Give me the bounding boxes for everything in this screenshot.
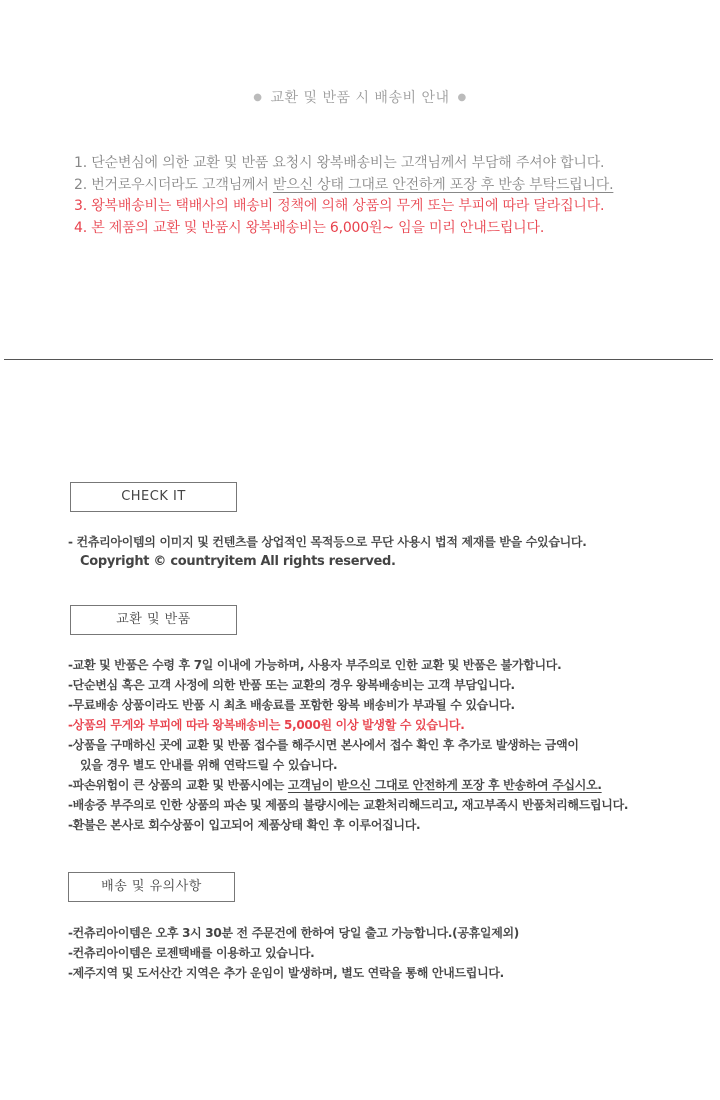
notice-title-text: 교환 및 반품 시 배송비 안내 (270, 90, 450, 106)
bullet-dot-icon: ● (253, 92, 263, 103)
list-item: -환불은 본사로 회수상품이 입고되어 제품상태 확인 후 이루어집니다. (68, 818, 421, 832)
notice-item-4: 4. 본 제품의 교환 및 반품시 왕복배송비는 6,000원~ 임을 미리 안내드립니다. (74, 219, 545, 236)
bullet-dot-icon: ● (457, 92, 467, 103)
exchange-heading: 교환 및 반품 (70, 605, 237, 635)
list-item: -무료배송 상품이라도 반품 시 최초 배송료를 포함한 왕복 배송비가 부과될 수 있습니다. (68, 698, 515, 712)
list-item: -제주지역 및 도서산간 지역은 추가 운임이 발생하며, 별도 연락을 통해 안내드립니다. (68, 966, 504, 980)
shipping-list (68, 923, 519, 983)
list-item: -배송중 부주의로 인한 상품의 파손 및 제품의 불량시에는 교환처리해드리고, 재고부족시 반품처리해드립니다. (68, 798, 629, 812)
notice-list (74, 153, 613, 239)
copyright-line: Copyright © countryitem All rights reserved. (80, 554, 396, 569)
list-item: -상품을 구매하신 곳에 교환 및 반품 접수를 해주시면 본사에서 접수 확인 후 추가로 발생하는 금액이 (68, 738, 579, 752)
notice-item-1: 1. 단순변심에 의한 교환 및 반품 요청시 왕복배송비는 고객님께서 부담해 주셔야 합니다. (74, 155, 605, 171)
check-it-line: - 컨츄리아이템의 이미지 및 컨텐츠를 상업적인 목적등으로 무단 사용시 법적 제재를 받을 수있습니다. (68, 535, 587, 549)
list-item-highlight: -상품의 무게와 부피에 따라 왕복배송비는 5,000원 이상 발생할 수 있습니다. (68, 718, 465, 732)
notice-item-3: 3. 왕복배송비는 택배사의 배송비 정책에 의해 상품의 무게 또는 부피에 따라 달라집니다. (74, 198, 605, 214)
list-item: -교환 및 반품은 수령 후 7일 이내에 가능하며, 사용자 부주의로 인한 교환 및 반품은 불가합니다. (68, 658, 562, 672)
shipping-heading: 배송 및 유의사항 (68, 872, 235, 902)
list-item: -컨츄리아이템은 로젠택배를 이용하고 있습니다. (68, 946, 315, 960)
list-item: -파손위험이 큰 상품의 교환 및 반품시에는 고객님이 받으신 그대로 안전하게 포장 후 반송하여 주십시오. (68, 778, 602, 792)
list-item: -단순변심 혹은 고객 사정에 의한 반품 또는 교환의 경우 왕복배송비는 고객 부담입니다. (68, 678, 515, 692)
section-divider (4, 359, 713, 360)
notice-item-2: 2. 번거로우시더라도 고객님께서 받으신 상태 그대로 안전하게 포장 후 반송 부탁드립니다. (74, 176, 614, 193)
notice-title (0, 87, 720, 107)
list-item: -컨츄리아이템은 오후 3시 30분 전 주문건에 한하여 당일 출고 가능합니다.(공휴일제외) (68, 926, 519, 940)
exchange-list (68, 655, 628, 835)
list-item-continued: 있을 경우 별도 안내를 위해 연락드릴 수 있습니다. (80, 758, 338, 772)
check-it-heading: CHECK IT (70, 482, 237, 512)
check-it-text (68, 532, 586, 572)
